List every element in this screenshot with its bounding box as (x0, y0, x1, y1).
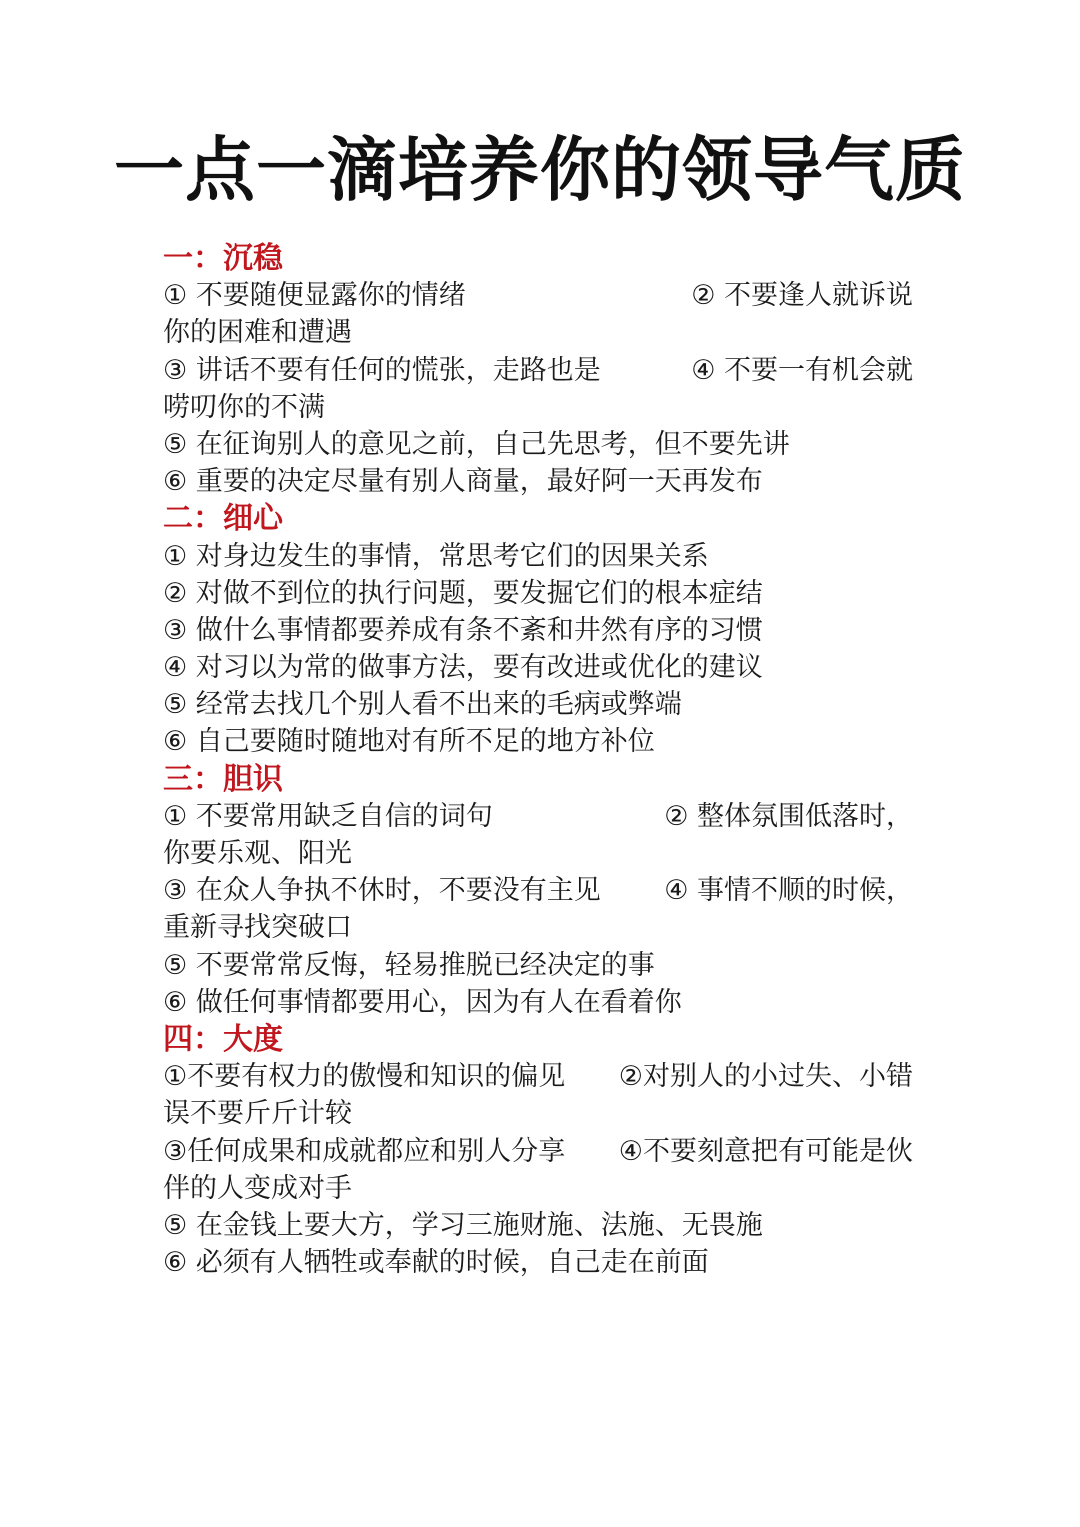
list-item-text: ② 不要逢人就诉说 (691, 280, 913, 312)
list-item-text: ① 不要随便显露你的情绪 (163, 280, 466, 312)
list-item-line (163, 1170, 913, 1207)
list-item-line (163, 909, 913, 946)
list-item-text: 你的困难和遭遇 (163, 317, 352, 349)
list-item-line (163, 872, 913, 909)
list-item-line (163, 1244, 913, 1281)
list-item-text: ⑤ 经常去找几个别人看不出来的毛病或弊端 (163, 689, 682, 721)
list-item-line (163, 575, 913, 612)
list-item-line (163, 984, 913, 1021)
list-item-text: ⑤ 不要常常反悔，轻易推脱已经决定的事 (163, 949, 655, 981)
list-item-text: ④不要刻意把有可能是伙 (618, 1135, 913, 1167)
list-item-text: 误不要斤斤计较 (163, 1098, 352, 1130)
list-item-text: ② 整体氛围低落时， (664, 800, 913, 832)
list-item-line (163, 538, 913, 575)
list-item-text: ⑤ 在征询别人的意见之前，自己先思考，但不要先讲 (163, 428, 790, 460)
list-item-text: ⑤ 在金钱上要大方，学习三施财施、法施、无畏施 (163, 1209, 763, 1241)
list-item-text: 重新寻找突破口 (163, 912, 352, 944)
content-body (163, 240, 913, 1281)
section-heading: 四：大度 (163, 1021, 283, 1057)
list-item-text: ⑥ 重要的决定尽量有别人商量，最好阿一天再发布 (163, 466, 763, 498)
list-item-text: ⑥ 必须有人牺牲或奉献的时候，自己走在前面 (163, 1247, 709, 1279)
list-item-line (163, 798, 913, 835)
list-item-line (163, 947, 913, 984)
list-item-line (163, 314, 913, 351)
list-item-line (163, 649, 913, 686)
list-item-line (163, 686, 913, 723)
list-item-line (163, 389, 913, 426)
list-item-text: ③ 做什么事情都要养成有条不紊和井然有序的习惯 (163, 614, 763, 646)
list-item-line (163, 612, 913, 649)
list-item-line (163, 277, 913, 314)
list-item-line (163, 1058, 913, 1095)
list-item-line (163, 352, 913, 389)
list-item-text: ③任何成果和成就都应和别人分享 (163, 1135, 566, 1167)
list-item-text: 伴的人变成对手 (163, 1172, 352, 1204)
list-item-line (163, 1207, 913, 1244)
list-item-text: ① 不要常用缺乏自信的词句 (163, 800, 493, 832)
list-item-text: ④ 不要一有机会就 (691, 354, 913, 386)
list-item-text: ③ 讲话不要有任何的慌张，走路也是 (163, 354, 601, 386)
list-item-text: 你要乐观、阳光 (163, 838, 352, 869)
list-item-text: ④ 事情不顺的时候， (664, 875, 913, 907)
page-title: 一点一滴培养你的领导气质 (114, 129, 966, 211)
list-item-text: ④ 对习以为常的做事方法，要有改进或优化的建议 (163, 652, 763, 684)
list-item-text: ③ 在众人争执不休时，不要没有主见 (163, 875, 601, 907)
list-item-text: ⑥ 自己要随时随地对有所不足的地方补位 (163, 726, 655, 758)
section-heading: 二：细心 (163, 501, 283, 537)
section-heading: 三：胆识 (163, 761, 283, 797)
list-item-text: ①不要有权力的傲慢和知识的偏见 (163, 1061, 566, 1093)
list-item-line (163, 426, 913, 463)
list-item-line (163, 1095, 913, 1132)
list-item-line (163, 463, 913, 500)
list-item-text: 唠叨你的不满 (163, 391, 325, 423)
list-item-text: ②对别人的小过失、小错 (618, 1061, 913, 1093)
list-item-text: ② 对做不到位的执行问题，要发掘它们的根本症结 (163, 577, 763, 609)
list-item-text: ① 对身边发生的事情，常思考它们的因果关系 (163, 540, 709, 572)
list-item-text: ⑥ 做任何事情都要用心，因为有人在看着你 (163, 986, 682, 1018)
list-item-line (163, 1133, 913, 1170)
list-item-line (163, 835, 913, 872)
section-heading: 一：沉稳 (163, 241, 283, 276)
list-item-line (163, 723, 913, 760)
